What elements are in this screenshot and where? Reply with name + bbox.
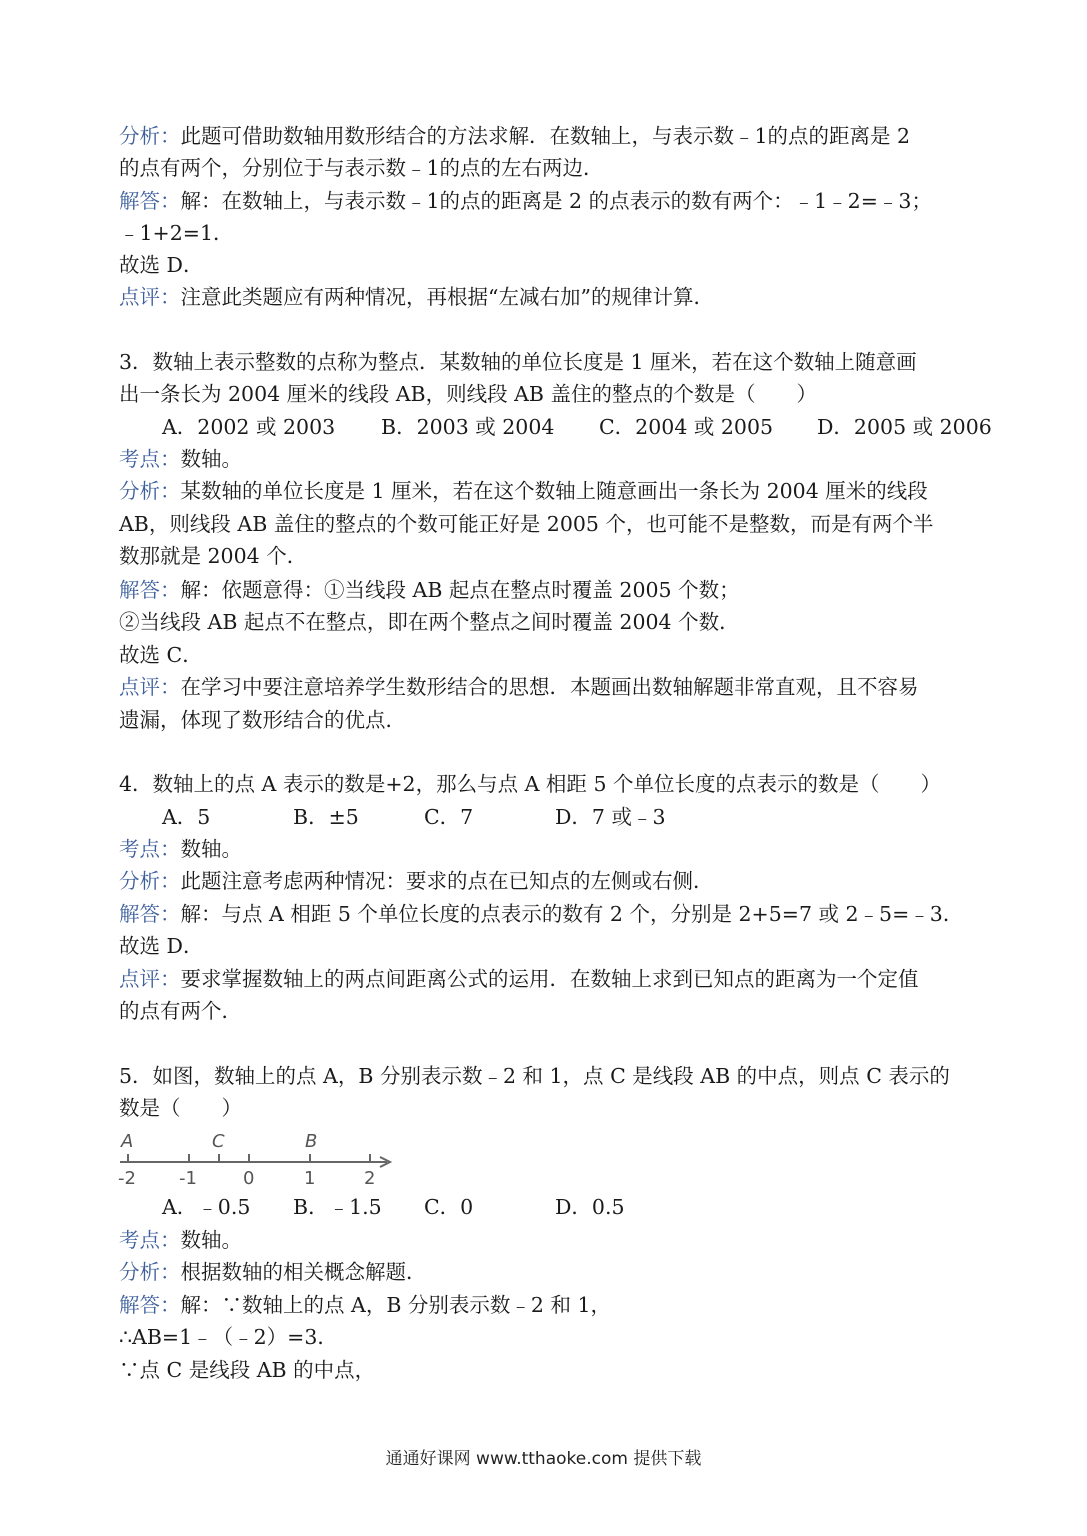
q3-option-b: B．2003 或 2004 — [381, 415, 555, 439]
q3-analysis-line3: 数那就是 2004 个． — [119, 544, 308, 568]
analysis-label: 分析： — [119, 479, 181, 503]
solution-label: 解答： — [119, 578, 181, 602]
q4-solution: 解答：解：与点 A 相距 5 个单位长度的点表示的数有 2 个，分别是 2+5=7 或 2﹣5=﹣3． — [119, 902, 964, 926]
q5-option-c: C．0 — [424, 1195, 474, 1219]
topic-label: 考点： — [119, 447, 181, 471]
q5-solution-line1: 解答：解：∵数轴上的点 A，B 分别表示数﹣2 和 1， — [119, 1293, 612, 1317]
q5-topic: 考点：数轴。 — [119, 1228, 242, 1252]
q5-stem-line1: 5．如图，数轴上的点 A，B 分别表示数﹣2 和 1，点 C 是线段 AB 的中点，则点 C 表示的 — [119, 1064, 950, 1088]
q5-solution-line3: ∵点 C 是线段 AB 的中点， — [119, 1358, 376, 1382]
q2-analysis-line1: 分析：此题可借助数轴用数形结合的方法求解．在数轴上，与表示数﹣1的点的距离是 2 — [119, 124, 911, 148]
tick-label: 1 — [304, 1168, 316, 1189]
q4-option-a: A．5 — [162, 805, 211, 829]
q2-solution-line2: ﹣1+2=1． — [119, 221, 234, 245]
q4-answer: 故选 D． — [119, 934, 204, 958]
q3-comment-line1: 点评：在学习中要注意培养学生数形结合的思想．本题画出数轴解题非常直观，且不容易 — [119, 675, 919, 699]
point-label-b: B — [305, 1131, 318, 1152]
q4-option-b: B．±5 — [293, 805, 359, 829]
tick-label: 0 — [243, 1168, 255, 1189]
q2-answer: 故选 D． — [119, 253, 204, 277]
solution-label: 解答： — [119, 189, 181, 213]
q3-stem-line1: 3．数轴上表示整数的点称为整点．某数轴的单位长度是 1 厘米，若在这个数轴上随意画 — [119, 350, 917, 374]
solution-label: 解答： — [119, 1293, 181, 1317]
comment-label: 点评： — [119, 675, 181, 699]
q3-solution-line2: ②当线段 AB 起点不在整点，即在两个整点之间时覆盖 2004 个数． — [119, 610, 740, 634]
q3-analysis-line2: AB，则线段 AB 盖住的整点的个数可能正好是 2005 个，也可能不是整数，而是有两个半 — [119, 512, 934, 536]
q3-option-c: C．2004 或 2005 — [599, 415, 774, 439]
q3-solution-line1: 解答：解：依题意得：①当线段 AB 起点在整点时覆盖 2005 个数； — [119, 578, 740, 602]
point-label-a: A — [121, 1131, 134, 1152]
page-footer: 通通好课网 www.tthaoke.com 提供下载 — [385, 1449, 702, 1469]
q5-option-b: B．﹣1.5 — [293, 1195, 382, 1219]
comment-label: 点评： — [119, 285, 181, 309]
topic-label: 考点： — [119, 1228, 181, 1252]
q4-stem-line1: 4．数轴上的点 A 表示的数是+2，那么与点 A 相距 5 个单位长度的点表示的数是（ ） — [119, 772, 942, 796]
q5-stem-line2: 数是（ ） — [119, 1096, 242, 1120]
q3-answer: 故选 C． — [119, 643, 203, 667]
analysis-label: 分析： — [119, 1260, 181, 1284]
tick-label: -2 — [118, 1168, 136, 1189]
q5-solution-line2: ∴AB=1﹣（﹣2）=3． — [119, 1325, 338, 1349]
q2-comment: 点评：注意此类题应有两种情况，再根据“左减右加”的规律计算． — [119, 285, 714, 309]
q3-topic: 考点：数轴。 — [119, 447, 242, 471]
q3-stem-line2: 出一条长为 2004 厘米的线段 AB，则线段 AB 盖住的整点的个数是（ ） — [119, 382, 817, 406]
comment-label: 点评： — [119, 967, 181, 991]
tick-label: -1 — [179, 1168, 197, 1189]
q5-option-d: D．0.5 — [555, 1195, 625, 1219]
q4-topic: 考点：数轴。 — [119, 837, 242, 861]
q5-option-a: A．﹣0.5 — [162, 1195, 251, 1219]
q4-comment-line1: 点评：要求掌握数轴上的两点间距离公式的运用．在数轴上求到已知点的距离为一个定值 — [119, 967, 919, 991]
analysis-label: 分析： — [119, 124, 181, 148]
q3-option-d: D．2005 或 2006 — [817, 415, 992, 439]
tick-label: 2 — [364, 1168, 376, 1189]
q4-option-c: C．7 — [424, 805, 474, 829]
q4-comment-line2: 的点有两个． — [119, 999, 242, 1023]
point-label-c: C — [212, 1131, 225, 1152]
q5-analysis: 分析：根据数轴的相关概念解题． — [119, 1260, 427, 1284]
topic-label: 考点： — [119, 837, 181, 861]
q2-solution-line1: 解答：解：在数轴上，与表示数﹣1的点的距离是 2 的点表示的数有两个：﹣1﹣2=﹣3； — [119, 189, 932, 213]
q3-analysis-line1: 分析：某数轴的单位长度是 1 厘米，若在这个数轴上随意画出一条长为 2004 厘米的线段 — [119, 479, 928, 503]
q4-analysis: 分析：此题注意考虑两种情况：要求的点在已知点的左侧或右侧． — [119, 869, 714, 893]
analysis-label: 分析： — [119, 869, 181, 893]
q3-option-a: A．2002 或 2003 — [162, 415, 336, 439]
q3-comment-line2: 遗漏，体现了数形结合的优点． — [119, 708, 406, 732]
solution-label: 解答： — [119, 902, 181, 926]
q4-option-d: D．7 或﹣3 — [555, 805, 666, 829]
number-line-figure — [112, 1126, 412, 1192]
q2-analysis-line2: 的点有两个，分别位于与表示数﹣1的点的左右两边． — [119, 156, 604, 180]
